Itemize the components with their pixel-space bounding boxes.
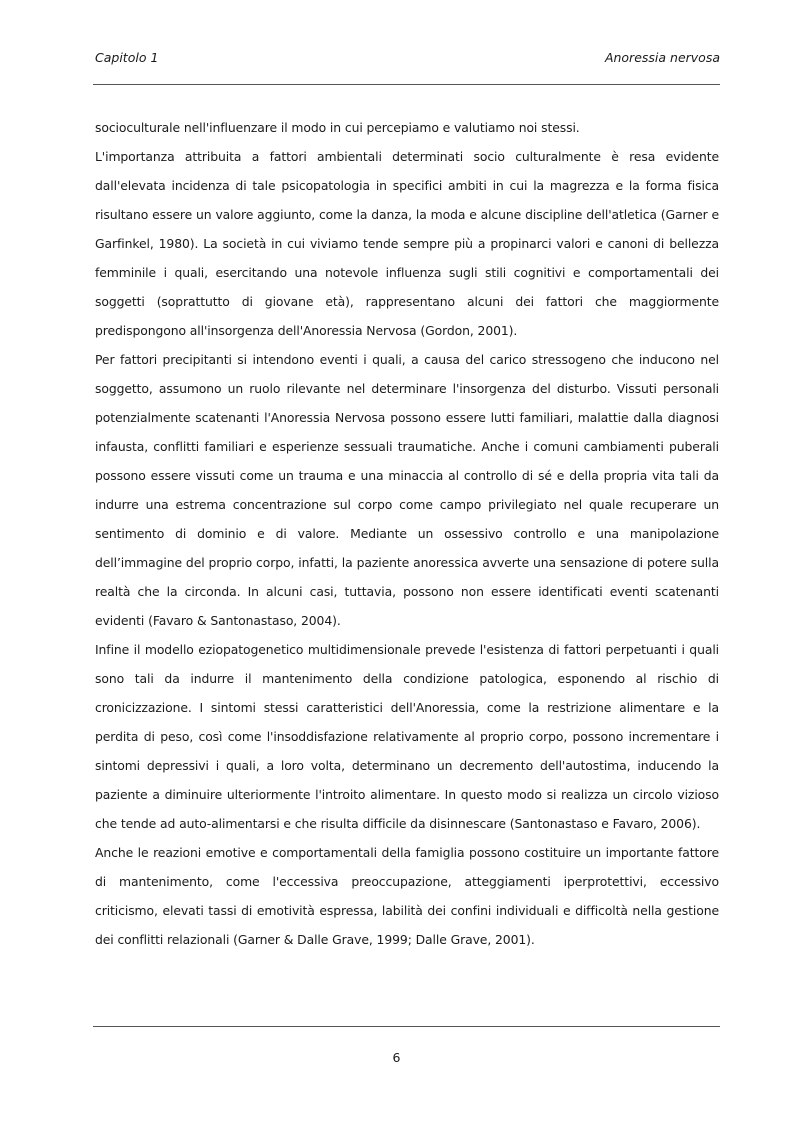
paragraph: Infine il modello eziopatogenetico multidimensionale prevede l'esistenza di fattori perpetuanti i quali sono tali da indurre il mantenimento della condizione patologica, esponendo al rischio di cronicizzazione. I sintomi stessi caratteristici dell'Anoressia, come la restrizione alimentare e la perdita di peso, così come l'insoddisfazione relativamente al proprio corpo, possono incrementare i sintomi depressivi i quali, a loro volta, determinano un decremento dell'autostima, inducendo la paziente a diminuire ulteriormente l'introito alimentare. In questo modo si realizza un circolo vizioso che tende ad auto-alimentarsi e che risulta difficile da disinnescare (Santonastaso e Favaro, 2006). (95, 642, 719, 831)
paragraph: socioculturale nell'influenzare il modo in cui percepiamo e valutiamo noi stessi. (95, 120, 580, 135)
section-title: Anoressia nervosa (604, 50, 720, 65)
paragraph: Per fattori precipitanti si intendono eventi i quali, a causa del carico stressogeno che inducono nel soggetto, assumono un ruolo rilevante nel determinare l'insorgenza del disturbo. Vissuti personali potenzialmente scatenanti l'Anoressia Nervosa possono essere lutti familiari, malattie dalla diagnosi infausta, conflitti familiari e esperienze sessuali traumatiche. Anche i comuni cambiamenti puberali possono essere vissuti come un trauma e una minaccia al controllo di sé e della propria vita tali da indurre una estrema concentrazione sul corpo come campo privilegiato nel quale recuperare un sentimento di dominio e di valore. Mediante un ossessivo controllo e una manipolazione dell’immagine del proprio corpo, infatti, la paziente anoressica avverte una sensazione di potere sulla realtà che la circonda. In alcuni casi, tuttavia, possono non essere identificati eventi scatenanti evidenti (Favaro & Santonastaso, 2004). (95, 352, 719, 628)
paragraph: Anche le reazioni emotive e comportamentali della famiglia possono costituire un importante fattore di mantenimento, come l'eccessiva preoccupazione, atteggiamenti iperprotettivi, eccessivo criticismo, elevati tassi di emotività espressa, labilità dei confini individuali e difficoltà nella gestione dei conflitti relazionali (Garner & Dalle Grave, 1999; Dalle Grave, 2001). (95, 845, 719, 947)
chapter-label: Capitolo 1 (95, 50, 159, 65)
paragraph: L'importanza attribuita a fattori ambientali determinati socio culturalmente è resa evidente dall'elevata incidenza di tale psicopatologia in specifici ambiti in cui la magrezza e la forma fisica risultano essere un valore aggiunto, come la danza, la moda e alcune discipline dell'atletica (Garner e Garfinkel, 1980). La società in cui viviamo tende sempre più a propinarci valori e canoni di bellezza femminile i quali, esercitando una notevole influenza sugli stili cognitivi e comportamentali dei soggetti (soprattutto di giovane età), rappresentano alcuni dei fattori che maggiormente predispongono all'insorgenza dell'Anoressia Nervosa (Gordon, 2001). (95, 149, 719, 338)
body-text (95, 113, 719, 954)
page-number: 6 (392, 1050, 401, 1065)
header-divider (93, 84, 720, 85)
footer-divider (93, 1026, 720, 1027)
running-header (95, 50, 720, 68)
